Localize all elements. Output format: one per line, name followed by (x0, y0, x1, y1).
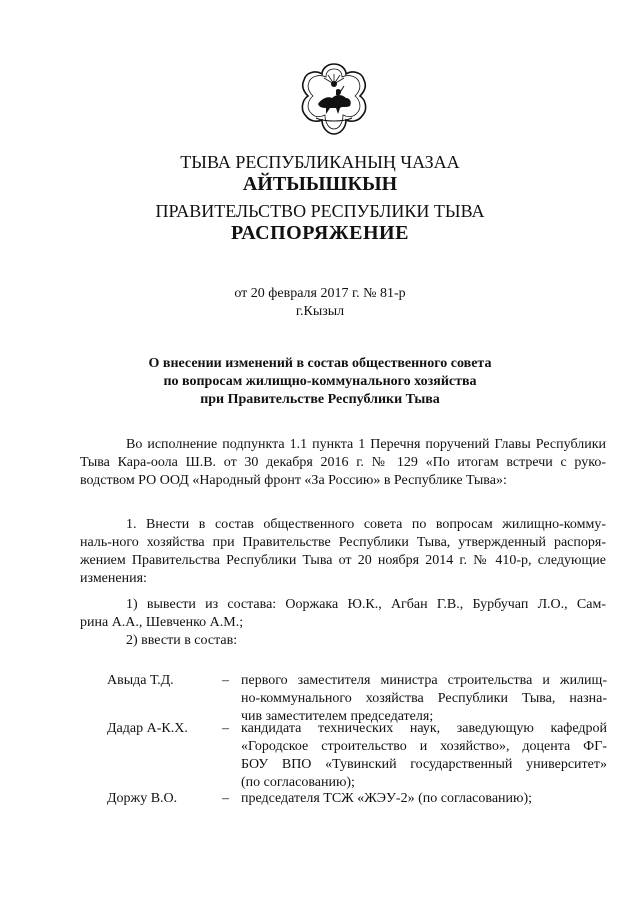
order-date: от 20 февраля 2017 г. № 81-р (234, 286, 406, 301)
member-dash: – (222, 673, 229, 688)
subitem-1-line: рина А.А., Шевченко А.М.; (80, 615, 244, 630)
member-dash: – (222, 791, 229, 806)
order-title-line: по вопросам жилищно-коммунального хозяйства (163, 374, 477, 389)
member-name: Доржу В.О. (107, 791, 178, 806)
item-1-paragraph (80, 516, 606, 588)
intro-paragraph (80, 436, 606, 490)
order-city: г.Кызыл (295, 304, 345, 319)
member-name: Дадар А-К.Х. (107, 721, 188, 736)
subitem-2-paragraph (80, 632, 606, 650)
item-1-line: изменения: (80, 571, 147, 586)
item-1-line: 1. Внести в состав общественного совета по вопросам жилищно-комму- (126, 517, 606, 532)
order-title-line: О внесении изменений в состав общественного совета (148, 356, 492, 371)
member-description-line: БОУ ВПО «Тувинский государственный университет» (241, 757, 607, 772)
item-1-line: наль-ного хозяйства при Правительстве Республики Тыва, утвержденный распоря- (80, 535, 606, 550)
header-government: ПРАВИТЕЛЬСТВО РЕСПУБЛИКИ ТЫВА (155, 201, 485, 221)
member-description-line: но-коммунального хозяйства Республики Тыва, назна- (241, 691, 607, 706)
member-description-line: первого заместителя министра строительства и жилищ- (241, 673, 607, 688)
item-1-line: жением Правительства Республики Тыва от 20 ноября 2014 г. № 410-р, следующие (80, 553, 606, 568)
member-name: Авыда Т.Д. (107, 673, 174, 688)
tyva-coat-of-arms-icon (296, 60, 372, 140)
member-description-line: кандидата технических наук, заведующую кафедрой (241, 721, 607, 736)
header-order: РАСПОРЯЖЕНИЕ (231, 222, 409, 244)
subitem-2-line: 2) ввести в состав: (126, 633, 238, 648)
member-description-line: «Городское строительство и хозяйство», доцента ФГ- (241, 739, 607, 754)
intro-line: водством РО ООД «Народный фронт «За Россию» в Республике Тыва»: (80, 473, 507, 488)
header-tyva: ТЫВА РЕСПУБЛИКАНЫҢ ЧАЗАА (180, 152, 460, 172)
member-description (241, 720, 607, 792)
subitem-1-paragraph (80, 596, 606, 632)
order-title (0, 355, 640, 409)
member-description-line: (по согласованию); (241, 775, 355, 790)
member-description-line: чив заместителем председателя; (241, 709, 434, 724)
subitem-1-line: 1) вывести из состава: Ооржака Ю.К., Агбан Г.В., Бурбучап Л.О., Сам- (126, 597, 606, 612)
member-description (241, 672, 607, 726)
member-description (241, 790, 607, 808)
intro-line: Тыва Кара-оола Ш.В. от 30 декабря 2016 г. № 129 «По итогам встречи с руко- (80, 455, 606, 470)
header-ait: АЙТЫЫШКЫН (242, 173, 398, 195)
member-description-line: председателя ТСЖ «ЖЭУ-2» (по согласованию); (241, 791, 533, 806)
member-dash: – (222, 721, 229, 736)
intro-line: Во исполнение подпункта 1.1 пункта 1 Перечня поручений Главы Республики (126, 437, 606, 452)
order-title-line: при Правительстве Республики Тыва (200, 392, 440, 407)
